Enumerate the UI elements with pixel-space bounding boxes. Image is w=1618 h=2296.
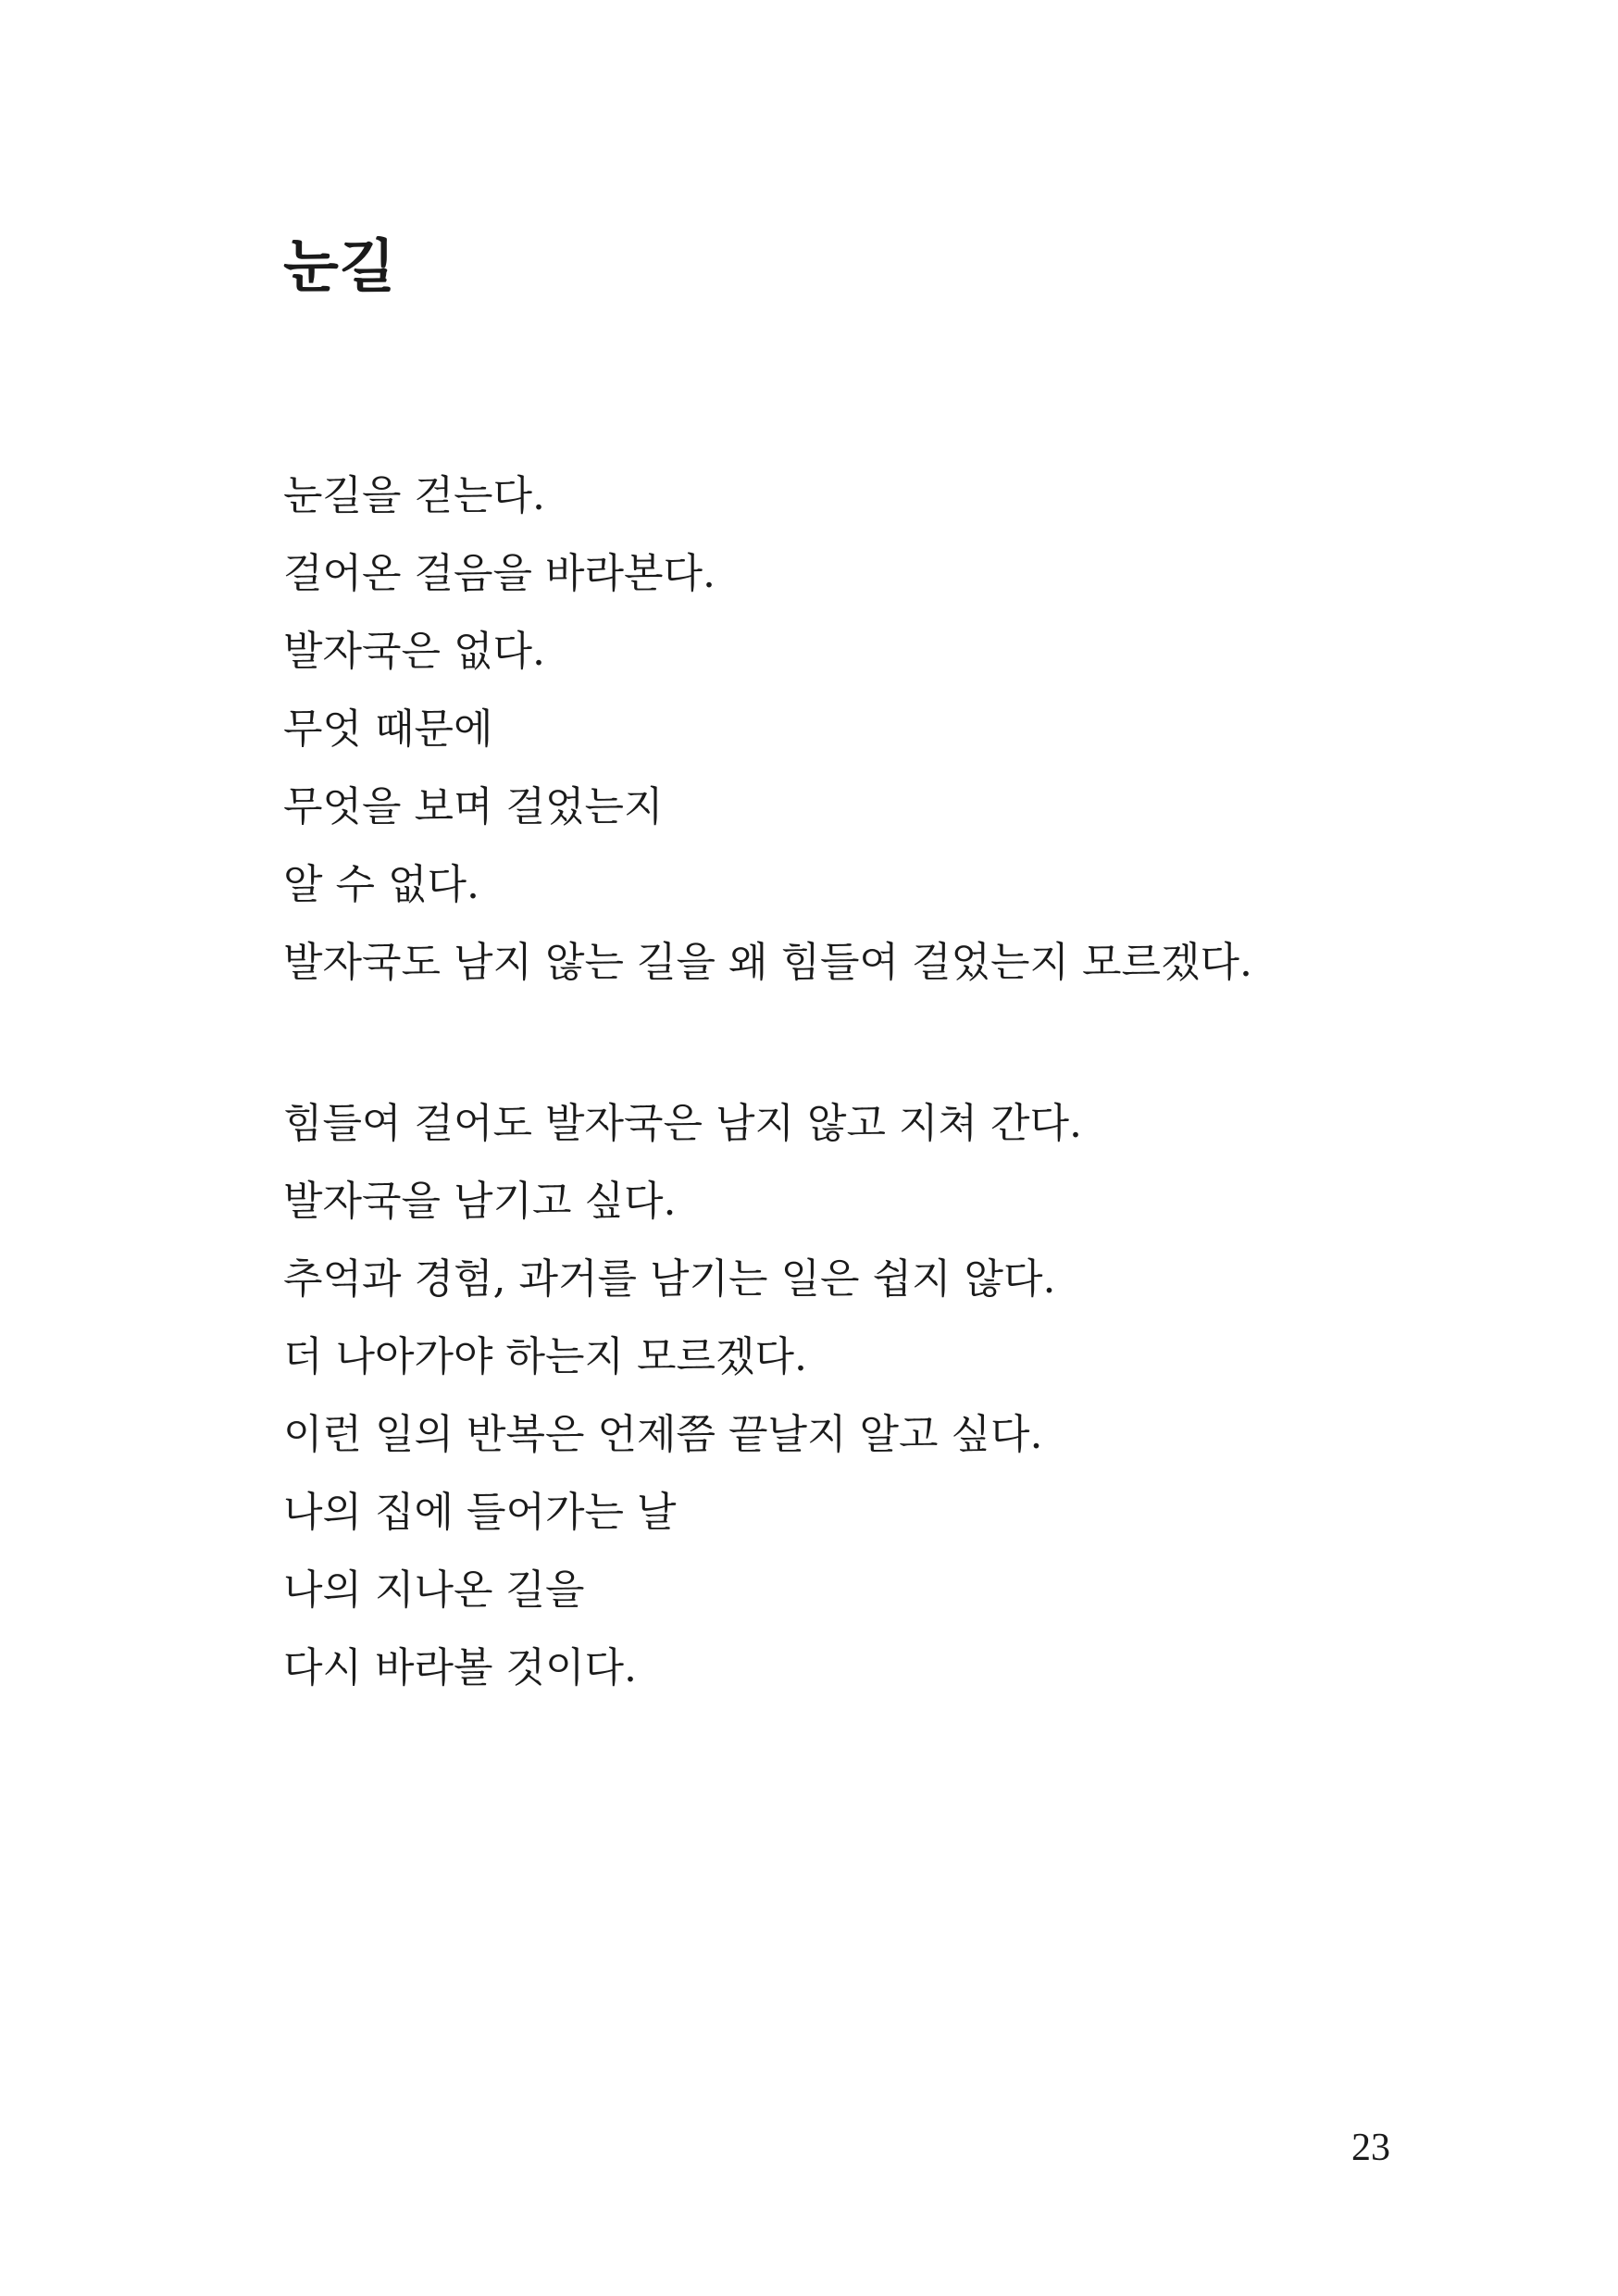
poem-line: 눈길을 걷는다. [283,472,545,519]
poem-line: 발자국은 없다. [283,628,545,675]
poem-line: 나의 집에 들어가는 날 [283,1489,677,1536]
poem-line: 나의 지나온 길을 [283,1566,585,1614]
page-number: 23 [1351,2127,1390,2169]
poem-line: 알 수 없다. [283,861,479,908]
poem-line: 걸어온 걸음을 바라본다. [283,550,716,597]
poem-stanza-1 [283,457,1252,1002]
poem-line: 무엇 때문에 [283,705,493,753]
poem-line: 더 나아가야 하는지 모르겠다. [283,1333,807,1380]
poem-line: 발자국을 남기고 싶다. [283,1178,677,1225]
poem-line: 이런 일의 반복은 언제쯤 끝날지 알고 싶다. [283,1411,1043,1458]
poem-line: 힘들여 걸어도 발자국은 남지 않고 지쳐 간다. [283,1100,1082,1147]
poem-line: 발자국도 남지 않는 길을 왜 힘들여 걸었는지 모르겠다. [283,939,1252,986]
poem-line: 무엇을 보며 걸었는지 [283,783,664,830]
poem-line: 다시 바라볼 것이다. [283,1644,637,1691]
poem-stanza-2 [283,1085,1082,1707]
page-title: 눈길 [283,232,396,300]
poem-line: 추억과 경험, 과거를 남기는 일은 쉽지 않다. [283,1255,1056,1303]
